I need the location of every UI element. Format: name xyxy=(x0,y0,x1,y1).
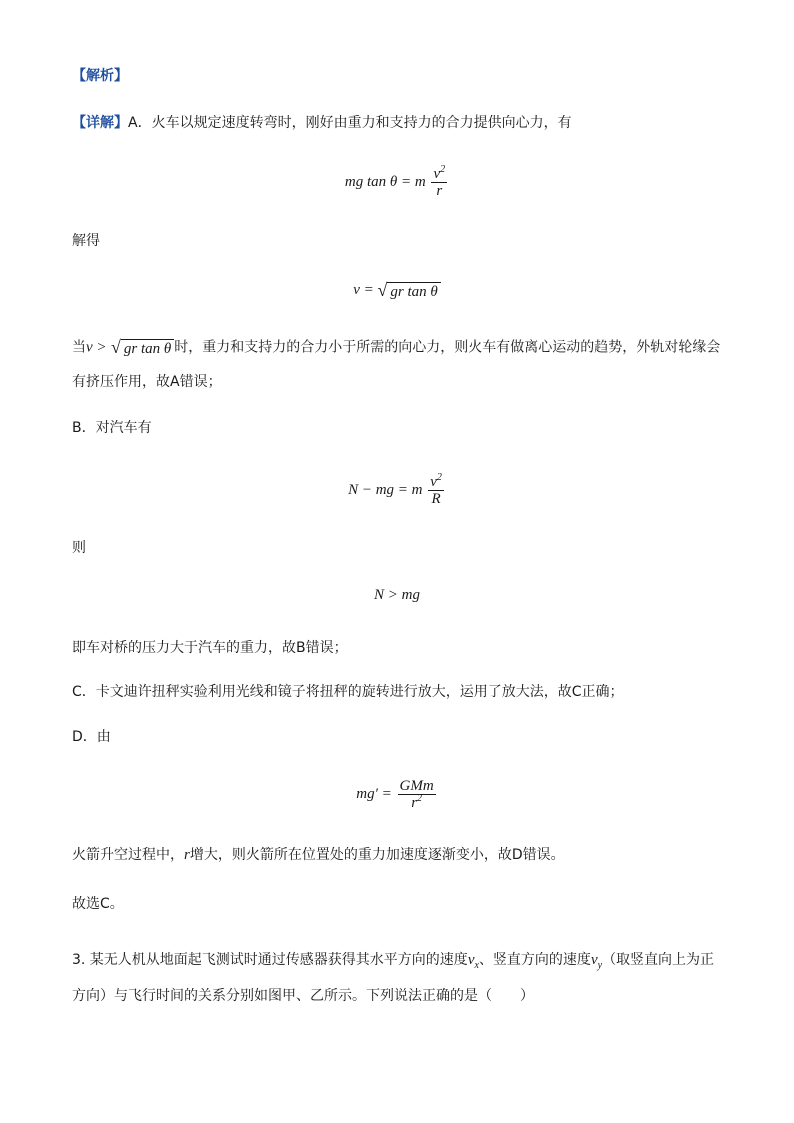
eq3-den: R xyxy=(431,491,441,507)
cond-sqrt: √ gr tan θ xyxy=(111,337,174,358)
eq3-num-sup: 2 xyxy=(436,472,442,483)
cond-post: 时，重力和支持力的合力小于所需的向心力，则火车有做离心运动的趋势，外轨对轮缘会 xyxy=(174,339,721,356)
eq1-fraction xyxy=(431,166,447,199)
eq5-fraction xyxy=(398,778,436,811)
option-d-text: D．由 xyxy=(72,729,111,745)
q3-text-c: （取竖直向上为正 xyxy=(602,952,715,968)
eq5-den: r xyxy=(411,795,418,811)
cond-pre: 当 xyxy=(72,339,86,356)
q3-vy: $v_y$ xyxy=(590,952,603,971)
q3-vx: $v_x$ xyxy=(467,952,479,971)
q3-text-b: 、竖直方向的速度 xyxy=(478,952,591,968)
eq5-den-sup: 2 xyxy=(417,793,423,804)
option-c-text: C．卡文迪许扭秤实验利用光线和镜子将扭秤的旋转进行放大，运用了放大法，故C正确； xyxy=(72,684,624,700)
condition-line-2: 有挤压作用，故A错误； xyxy=(72,374,222,390)
option-a-text: A．火车以规定速度转弯时，刚好由重力和支持力的合力提供向心力，有 xyxy=(128,115,572,131)
detail-a-line xyxy=(72,113,572,133)
section-label: 【解析】 xyxy=(72,68,128,84)
eq3-fraction xyxy=(428,474,444,507)
d-conc-post: 增大，则火箭所在位置处的重力加速度逐渐变小，故D错误。 xyxy=(189,847,565,863)
equation-4: N > mg xyxy=(374,587,420,603)
option-b-text: B．对汽车有 xyxy=(72,420,152,436)
sqrt-sign: √ gr tan θ xyxy=(378,280,441,301)
question-3-line-1 xyxy=(72,950,714,970)
cond-expr-lhs: v > xyxy=(86,339,107,356)
equation-5 xyxy=(0,778,794,811)
option-d-conclusion xyxy=(72,845,565,865)
cond-radicand: gr tan θ xyxy=(121,339,174,358)
detail-tag: 【详解】 xyxy=(72,115,128,131)
solve-label: 解得 xyxy=(72,233,100,249)
then-label: 则 xyxy=(72,540,86,556)
eq2-radicand: gr tan θ xyxy=(387,282,440,301)
equation-1 xyxy=(0,166,794,199)
eq1-lhs: mg tan θ = m xyxy=(344,173,426,190)
eq5-num: GMm xyxy=(399,778,434,794)
condition-line-1 xyxy=(72,337,720,358)
eq1-num-sup: 2 xyxy=(440,164,446,175)
answer-line: 故选C。 xyxy=(72,896,124,912)
q3-text-a: 3. 某无人机从地面起飞测试时通过传感器获得其水平方向的速度 xyxy=(72,952,468,968)
equation-3 xyxy=(0,474,794,507)
eq2-lhs: v = xyxy=(353,282,374,298)
eq3-lhs: N − mg = m xyxy=(348,481,423,498)
equation-2 xyxy=(0,280,794,301)
option-b-conclusion: 即车对桥的压力大于汽车的重力，故B错误； xyxy=(72,640,348,656)
question-3-line-2: 方向）与飞行时间的关系分别如图甲、乙所示。下列说法正确的是（ ） xyxy=(72,988,534,1004)
eq5-lhs: mg′ = xyxy=(356,785,392,802)
d-conc-var: r xyxy=(184,847,190,863)
eq1-num: v xyxy=(433,166,441,182)
eq1-den: r xyxy=(436,183,443,199)
d-conc-pre: 火箭升空过程中， xyxy=(72,847,184,863)
eq3-num: v xyxy=(430,474,437,490)
